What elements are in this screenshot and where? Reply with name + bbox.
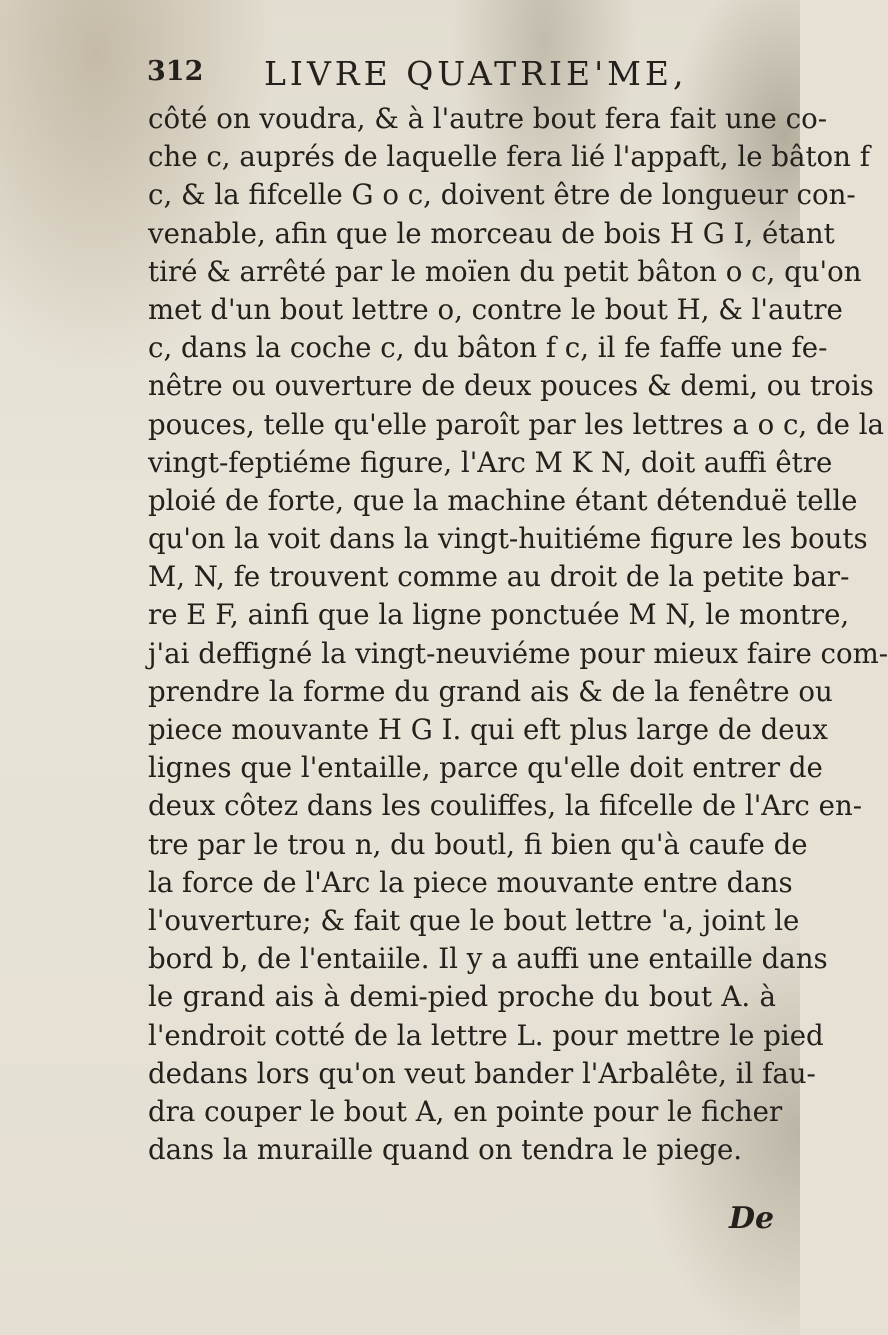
text-line: l'ouverture; & fait que le bout lettre 'a, joint le	[148, 903, 800, 937]
body-text	[148, 100, 888, 1169]
text-line: tiré & arrêté par le moïen du petit bâton o c, qu'on	[148, 254, 862, 288]
text-line: qu'on la voit dans la vingt-huitiéme figure les bouts	[148, 522, 868, 556]
text-line: la force de l'Arc la piece mouvante entre dans	[148, 865, 793, 899]
text-line: dra couper le bout A, en pointe pour le ficher	[148, 1094, 783, 1128]
text-line: dedans lors qu'on veut bander l'Arbalête, il fau-	[148, 1056, 816, 1090]
text-line: bord b, de l'entaiile. Il y a auffi une entaille dans	[148, 942, 828, 976]
catchword: De	[729, 1201, 775, 1236]
text-line: deux côtez dans les couliffes, la fifcelle de l'Arc en-	[148, 789, 863, 823]
text-line: l'endroit cotté de la lettre L. pour mettre le pied	[148, 1018, 824, 1052]
text-line: j'ai deffigné la vingt-neuviéme pour mieux faire com-	[148, 636, 888, 670]
text-line: lignes que l'entaille, parce qu'elle doit entrer de	[148, 751, 823, 785]
text-line: che c, auprés de laquelle fera lié l'appaft, le bâton f	[148, 140, 870, 174]
running-head: LIVRE QUATRIE'ME,	[264, 54, 688, 93]
text-line: ploié de forte, que la machine étant détenduë telle	[148, 483, 858, 517]
text-line: M, N, fe trouvent comme au droit de la petite bar-	[148, 560, 850, 594]
text-line: côté on voudra, & à l'autre bout fera fait une co-	[148, 102, 828, 135]
page-header	[147, 54, 688, 98]
text-line: pouces, telle qu'elle paroît par les lettres a o c, de la	[148, 407, 885, 441]
text-line: tre par le trou n, du boutl, fi bien qu'à caufe de	[148, 827, 808, 861]
text-line-last: dans la muraille quand on tendra le piege.	[148, 1133, 743, 1167]
text-line: prendre la forme du grand ais & de la fenêtre ou	[148, 674, 833, 708]
text-line: vingt-feptiéme figure, l'Arc M K N, doit auffi être	[148, 445, 833, 479]
page-number: 312	[147, 56, 204, 87]
text-line: c, & la fifcelle G o c, doivent être de longueur con-	[148, 178, 856, 212]
text-line: piece mouvante H G I. qui eft plus large de deux	[148, 713, 828, 746]
text-line: le grand ais à demi-pied proche du bout A. à	[148, 980, 776, 1014]
text-line: met d'un bout lettre o, contre le bout H, & l'autre	[148, 292, 843, 326]
text-line: nêtre ou ouverture de deux pouces & demi, ou trois	[148, 369, 874, 403]
text-line: c, dans la coche c, du bâton f c, il fe faffe une fe-	[148, 331, 828, 365]
text-line: re E F, ainfi que la ligne ponctuée M N, le montre,	[148, 598, 850, 632]
text-line: venable, afin que le morceau de bois H G I, étant	[148, 216, 835, 250]
